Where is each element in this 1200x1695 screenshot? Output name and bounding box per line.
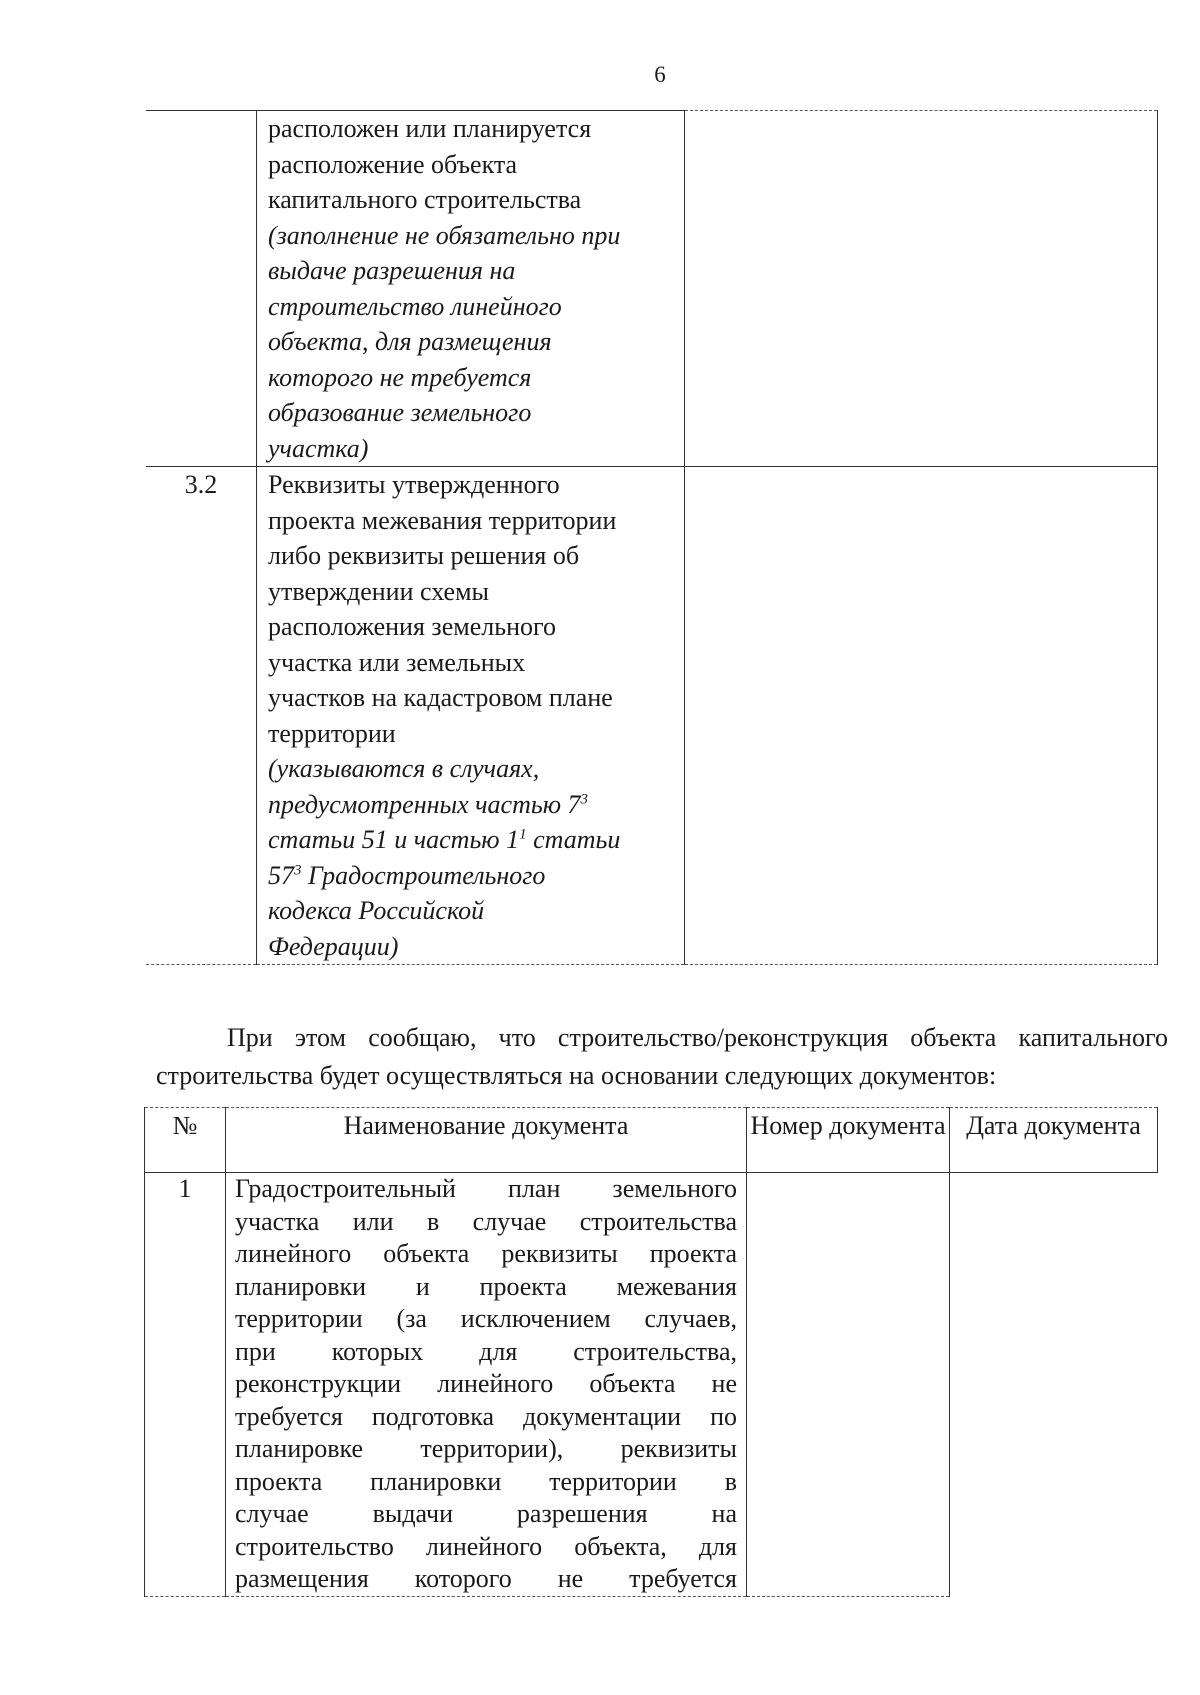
row-value bbox=[685, 111, 1158, 467]
description-line: капитального строительства bbox=[268, 185, 582, 214]
document-name-line: строительство линейного объекта, для bbox=[235, 1531, 737, 1561]
documents-table bbox=[144, 1107, 1158, 1597]
description-line: расположен или планируется bbox=[268, 114, 592, 143]
column-header-doc-date: Дата документа bbox=[950, 1108, 1158, 1173]
superscript: 3 bbox=[294, 861, 302, 878]
column-header-number: № bbox=[145, 1108, 226, 1173]
description-note-line: выдаче разрешения на bbox=[268, 256, 516, 285]
document-name-line: участка или в случае строительства bbox=[235, 1206, 737, 1236]
superscript: 3 bbox=[580, 790, 589, 807]
description-line: либо реквизиты решения об bbox=[268, 541, 580, 570]
description-note-line bbox=[268, 787, 678, 823]
description-line: участков на кадастровом плане bbox=[268, 683, 613, 712]
description-note-line: (заполнение не обязательно при bbox=[268, 220, 621, 250]
row-number bbox=[146, 111, 257, 467]
description-note-line: объекта, для размещения bbox=[268, 327, 552, 356]
note-text: статьи 51 и частью 1 bbox=[268, 825, 520, 854]
page-number: 6 bbox=[654, 62, 666, 87]
row-number: 1 bbox=[145, 1173, 226, 1597]
description-note-line bbox=[268, 858, 678, 894]
document-name-line: случае выдачи разрешения на bbox=[235, 1499, 737, 1528]
superscript: 1 bbox=[519, 826, 527, 843]
note-text: кодекса Российской bbox=[268, 896, 485, 925]
table-header-row bbox=[145, 1108, 1158, 1173]
table-row bbox=[146, 467, 1158, 965]
row-value bbox=[685, 467, 1158, 965]
description-line: расположение объекта bbox=[268, 149, 518, 179]
document-name-line: планировки и проекта межевания bbox=[235, 1271, 737, 1301]
description-note-line: участка) bbox=[268, 433, 369, 463]
description-note-line bbox=[268, 822, 678, 858]
description-line: расположения земельного bbox=[268, 612, 556, 641]
document-name-line: при которых для строительства, bbox=[235, 1336, 737, 1366]
note-text: Градостроительного bbox=[301, 860, 546, 890]
body-paragraph: При этом сообщаю, что строительство/реконструкция объекта капитального строительства будет осуществляться на основании следующих документов: bbox=[156, 1023, 1168, 1090]
document-name-line: планировке территории), реквизиты bbox=[235, 1434, 737, 1463]
document-date bbox=[747, 1173, 950, 1597]
note-text: 57 bbox=[268, 860, 294, 890]
row-number: 3.2 bbox=[146, 467, 257, 965]
description-line: территории bbox=[268, 718, 396, 748]
document-name-line: требуется подготовка документации по bbox=[235, 1401, 737, 1431]
document-name-line: Градостроительный план земельного bbox=[235, 1174, 737, 1203]
column-header-doc-number: Номер документа bbox=[747, 1108, 950, 1173]
description-line: участка или земельных bbox=[268, 647, 526, 677]
description-note-line bbox=[268, 893, 678, 929]
note-text: Федерации) bbox=[268, 931, 399, 961]
document-name-line: территории (за исключением случаев, bbox=[235, 1304, 737, 1333]
note-text: статьи bbox=[526, 825, 621, 854]
details-table bbox=[146, 110, 1158, 965]
description-line: Реквизиты утвержденного bbox=[268, 470, 560, 499]
description-note-line bbox=[268, 929, 678, 965]
document-name-line: линейного объекта реквизиты проекта bbox=[235, 1239, 737, 1268]
description-note-line: строительство линейного bbox=[268, 291, 562, 321]
document-name-line: размещения которого не требуется bbox=[235, 1564, 737, 1593]
document-name bbox=[226, 1173, 747, 1597]
description-note-line: которого не требуется bbox=[268, 362, 532, 392]
note-text: предусмотренных частью 7 bbox=[268, 789, 581, 819]
table-row bbox=[145, 1173, 1158, 1597]
description-note-line: образование земельного bbox=[268, 398, 532, 427]
row-description bbox=[257, 467, 685, 965]
document-name-line: проекта планировки территории в bbox=[235, 1466, 737, 1496]
document-name-line: реконструкции линейного объекта не bbox=[235, 1369, 737, 1398]
note-text: (указываются в случаях, bbox=[268, 754, 540, 783]
table-row bbox=[146, 111, 1158, 467]
description-line: проекта межевания территории bbox=[268, 505, 617, 535]
column-header-name: Наименование документа bbox=[226, 1108, 747, 1173]
description-line: утверждении схемы bbox=[268, 576, 490, 606]
description-note-line bbox=[268, 751, 678, 787]
row-description bbox=[257, 111, 685, 467]
